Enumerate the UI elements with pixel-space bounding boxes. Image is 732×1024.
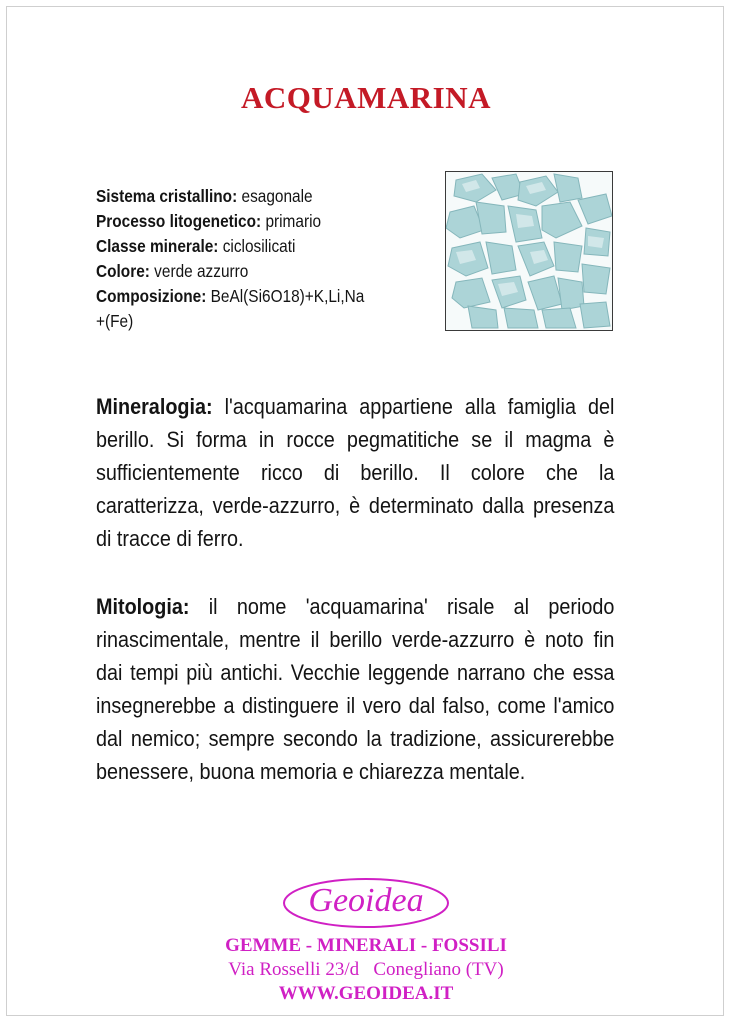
mineralogia-label: Mineralogia: (96, 394, 213, 419)
property-processo (96, 209, 439, 234)
property-value: primario (261, 211, 322, 231)
property-key: Composizione: (96, 286, 207, 306)
property-composizione (96, 284, 439, 309)
mineralogia-paragraph (96, 390, 614, 555)
property-classe (96, 234, 439, 259)
property-key: Colore: (96, 261, 150, 281)
property-value: +(Fe) (96, 311, 134, 331)
mitologia-label: Mitologia: (96, 594, 190, 619)
property-value: BeAl(Si6O18)+K,Li,Na (206, 286, 365, 306)
property-composizione-cont (96, 309, 439, 334)
mitologia-text: il nome 'acquamarina' risale al periodo rinascimentale, mentre il berillo verde-azzurro è noto fin dai tempi più antichi. Vecchie leggende narrano che essa insegnerebbe a distinguere il vero dal falso, come l'amico dal nemico; sempre secondo la tradizione, assicurerebbe benessere, buona memoria e chiarezza mentale. (96, 594, 615, 784)
property-value: verde azzurro (149, 261, 249, 281)
logo-text: Geoidea (308, 882, 424, 919)
page-title: ACQUAMARINA (240, 80, 492, 115)
footer-address: Via Rosselli 23/d Conegliano (TV) (228, 959, 504, 980)
properties-list (96, 184, 439, 334)
mitologia-paragraph (96, 590, 614, 788)
property-key: Sistema cristallino: (96, 186, 238, 206)
crystals-illustration (446, 172, 612, 330)
footer-tagline: GEMME - MINERALI - FOSSILI (225, 935, 507, 956)
property-colore (96, 259, 439, 284)
property-value: esagonale (237, 186, 313, 206)
property-key: Classe minerale: (96, 236, 219, 256)
property-value: ciclosilicati (218, 236, 296, 256)
footer-website-link[interactable]: WWW.GEOIDEA.IT (278, 983, 454, 1004)
geoidea-logo (281, 876, 451, 930)
property-sistema (96, 184, 439, 209)
footer (0, 876, 732, 1006)
aquamarine-crystals-image (445, 171, 613, 331)
property-key: Processo litogenetico: (96, 211, 262, 231)
mineralogia-text: l'acquamarina appartiene alla famiglia del berillo. Si forma in rocce pegmatitiche se il magma è sufficientemente ricco di berillo. Il colore che la caratterizza, verde-azzurro, è determinato dalla presenza di tracce di ferro. (96, 394, 615, 551)
